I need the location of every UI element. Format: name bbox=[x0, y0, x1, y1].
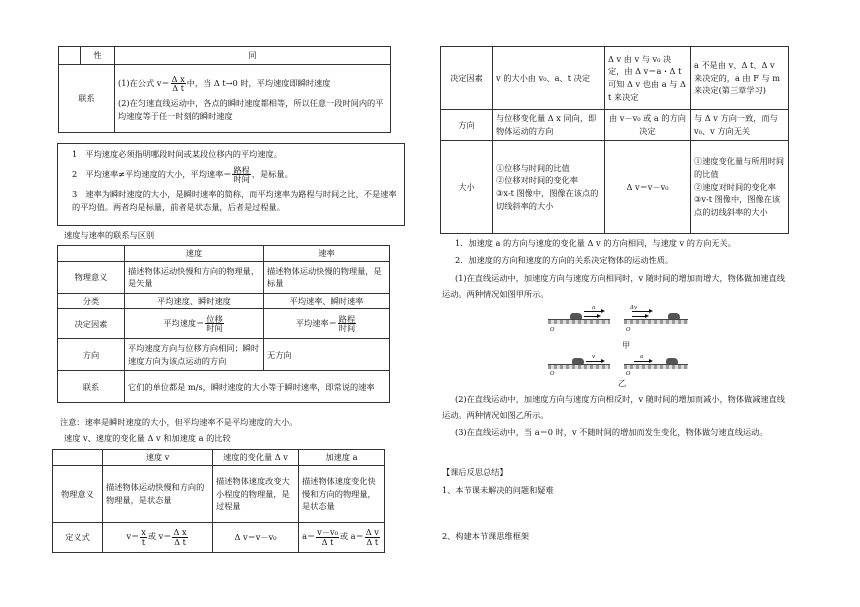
row-meaning-label: 物理意义 bbox=[58, 261, 125, 293]
road-2a bbox=[548, 364, 610, 369]
reflection-q1: 1、本节课未解决的问题和疑难 bbox=[442, 485, 554, 495]
reflection-q2: 2、构建本节课思维框架 bbox=[442, 531, 530, 541]
row-factor-label: 决定因素 bbox=[58, 309, 125, 339]
right-size-v: ①位移与时间的比值 ②位移对时间的变化率 ③x-t 图像中，图像在该点的切线斜率的大小 bbox=[493, 141, 605, 234]
row-dir-label: 方向 bbox=[58, 339, 125, 371]
right-dir-a: 与 Δ v 方向一致，而与 v₀、v 方向无关 bbox=[691, 110, 789, 141]
velocity-arrow-1a bbox=[584, 316, 598, 317]
figure-yi: O O v a bbox=[548, 348, 688, 376]
col-rate: 速率 bbox=[264, 246, 390, 262]
dir-speed: 平均速度方向与位移方向相同；瞬时速度方向为该点运动的方向 bbox=[125, 339, 264, 371]
right-para-4: (2)在直线运动中，加速度方向与速度方向相反时，v 随时间的增加而减小，物体做减速直线运动。两种情况如图乙所示。 bbox=[442, 394, 785, 420]
top-line1: (1)在公式 v＝ $\frac{\text{Δ x}}{\text{Δ t}}$ 中，当 Δ t→0 时，平均速度即瞬时速度 bbox=[118, 73, 331, 94]
col-delta-v: 速度的变化量 Δ v bbox=[213, 450, 299, 466]
figure-jia: O O a Δv bbox=[548, 303, 688, 339]
right-table bbox=[440, 46, 789, 234]
figure-yi-label: 乙 bbox=[618, 378, 627, 388]
meaning-dv: 描述物体速度改变大小程度的物理量，是过程量 bbox=[213, 466, 299, 523]
factor-speed: 平均速度＝ $\frac{\text{位移}}{\text{时间}}$ bbox=[125, 309, 264, 339]
col-acceleration: 加速度 a bbox=[299, 450, 385, 466]
car-2b bbox=[666, 358, 678, 364]
speed-table-note: 注意：速率是瞬时速度的大小，但平均速率不是平均速度的大小。 bbox=[60, 417, 298, 427]
speed-table-caption: 速度与速率的联系与区别 bbox=[64, 230, 155, 240]
def-a: a＝ $\frac{\text{v－v₀}}{\text{Δ t}}$ 或 a＝ $\frac{\text{Δ v}}{\text{Δ t}}$ bbox=[299, 523, 385, 553]
def-v: v＝ $\frac{x}{t}$ 或 v＝ $\frac{\text{Δ x}}{\text{Δ t}}$ bbox=[103, 523, 213, 553]
compare-table bbox=[52, 449, 385, 553]
top-row-content bbox=[115, 65, 391, 133]
top-row-label: 联系 bbox=[59, 65, 115, 133]
right-para-3: (1)在直线运动中，加速度方向与速度方向相同时，v 随时间的增加而增大，物体做加速直线运动。两种情况如图甲所示。 bbox=[442, 273, 785, 299]
meaning-speed: 描述物体运动快慢和方向的物理量，是矢量 bbox=[125, 261, 264, 293]
row-meaning-label-2: 物理意义 bbox=[53, 466, 103, 523]
speed-table bbox=[57, 245, 390, 403]
right-size-label: 大小 bbox=[441, 141, 493, 234]
right-dir-v: 与位移变化量 Δ x 同向，即物体运动的方向 bbox=[493, 110, 605, 141]
factor-rate: 平均速率＝ $\frac{\text{路程}}{\text{时间}}$ bbox=[264, 309, 390, 339]
right-size-dv: Δ v＝v－v₀ bbox=[605, 141, 691, 234]
top-header-left: 性 bbox=[81, 47, 115, 65]
row-link-label: 联系 bbox=[58, 371, 125, 403]
car-2a bbox=[572, 358, 584, 364]
right-factor-v: v 的大小由 v₀、a、t 决定 bbox=[493, 47, 605, 110]
notes-box bbox=[57, 143, 405, 226]
figure-jia-label: 甲 bbox=[622, 340, 631, 350]
class-speed: 平均速度、瞬时速度 bbox=[125, 293, 264, 309]
right-para-5: (3)在直线运动中，当 a＝0 时，v 不随时间的增加而发生变化，物体做匀速直线运动。 bbox=[455, 427, 768, 437]
right-factor-label: 决定因素 bbox=[441, 47, 493, 110]
top-line2: (2)在匀速直线运动中，各点的瞬时速度都相等，所以任意一段时间内的平均速度等于任一时刻的瞬时速度 bbox=[118, 97, 384, 121]
meaning-a: 描述物体速度变化快慢和方向的物理量，是状态量 bbox=[299, 466, 385, 523]
row-class-label: 分类 bbox=[58, 293, 125, 309]
right-dir-label: 方向 bbox=[441, 110, 493, 141]
right-para-2: 2．加速度的方向和速度的方向的关系决定物体的运动性质。 bbox=[455, 255, 674, 265]
road-1a bbox=[548, 319, 610, 324]
class-rate: 平均速率、瞬时速率 bbox=[264, 293, 390, 309]
row-def-label: 定义式 bbox=[53, 523, 103, 553]
road-1b bbox=[624, 319, 688, 324]
reflection-title: 【课后反思总结】 bbox=[442, 467, 508, 477]
meaning-v: 描述物体运动快慢和方向的物理量，是状态量 bbox=[103, 466, 213, 523]
car-1a bbox=[570, 313, 582, 319]
right-para-1: 1．加速度 a 的方向与速度的变化量 Δ v 的方向相同，与速度 v 的方向无关。 bbox=[455, 238, 736, 248]
def-dv: Δ v＝v－v₀ bbox=[213, 523, 299, 553]
compare-table-caption: 速度 v、速度的变化量 Δ v 和加速度 a 的比较 bbox=[64, 433, 231, 443]
note-item-2: 2 平均速率≠平均速度的大小，平均速率＝ $\frac{\text{路程}}{\text{时间}}$ ，是标量。 bbox=[72, 164, 293, 185]
top-header-right: 同 bbox=[115, 47, 391, 65]
right-size-a: ①速度变化量与所用时间的比值 ②速度对时间的变化率 ③v-t 图像中，图像在该点的切线斜率的大小 bbox=[691, 141, 789, 234]
top-table bbox=[58, 46, 391, 133]
col-speed: 速度 bbox=[125, 246, 264, 262]
col-velocity: 速度 v bbox=[103, 450, 213, 466]
right-factor-dv: Δ v 由 v 与 v₀ 决定，由 Δ v＝a・Δ t 可知 Δ v 也由 a 与 Δ t 来决定 bbox=[605, 47, 691, 110]
car-1b bbox=[668, 313, 680, 319]
meaning-rate: 描述物体运动快慢的物理量，是标量 bbox=[264, 261, 390, 293]
velocity-arrow-1b bbox=[632, 316, 646, 317]
right-factor-a: a 不是由 v、Δ t、Δ v 来决定的，a 由 F 与 m 来决定(第三章学习) bbox=[691, 47, 789, 110]
link-text: 它们的单位都是 m/s，瞬时速度的大小等于瞬时速率，即常说的速率 bbox=[125, 371, 390, 403]
dir-rate: 无方向 bbox=[264, 339, 390, 371]
right-dir-dv: 由 v－v₀ 或 a 的方向决定 bbox=[605, 110, 691, 141]
note-item-1: 1 平均速度必须指明哪段时间或某段位移内的平均速度。 bbox=[72, 149, 282, 159]
road-2b bbox=[624, 364, 688, 369]
note-item-3: 3 速率为瞬时速度的大小，是瞬时速率的简称，而平均速率为路程与时间之比，不是速率的平均值。两者均是标量，前者是状态量，后者是过程量。 bbox=[72, 188, 397, 212]
